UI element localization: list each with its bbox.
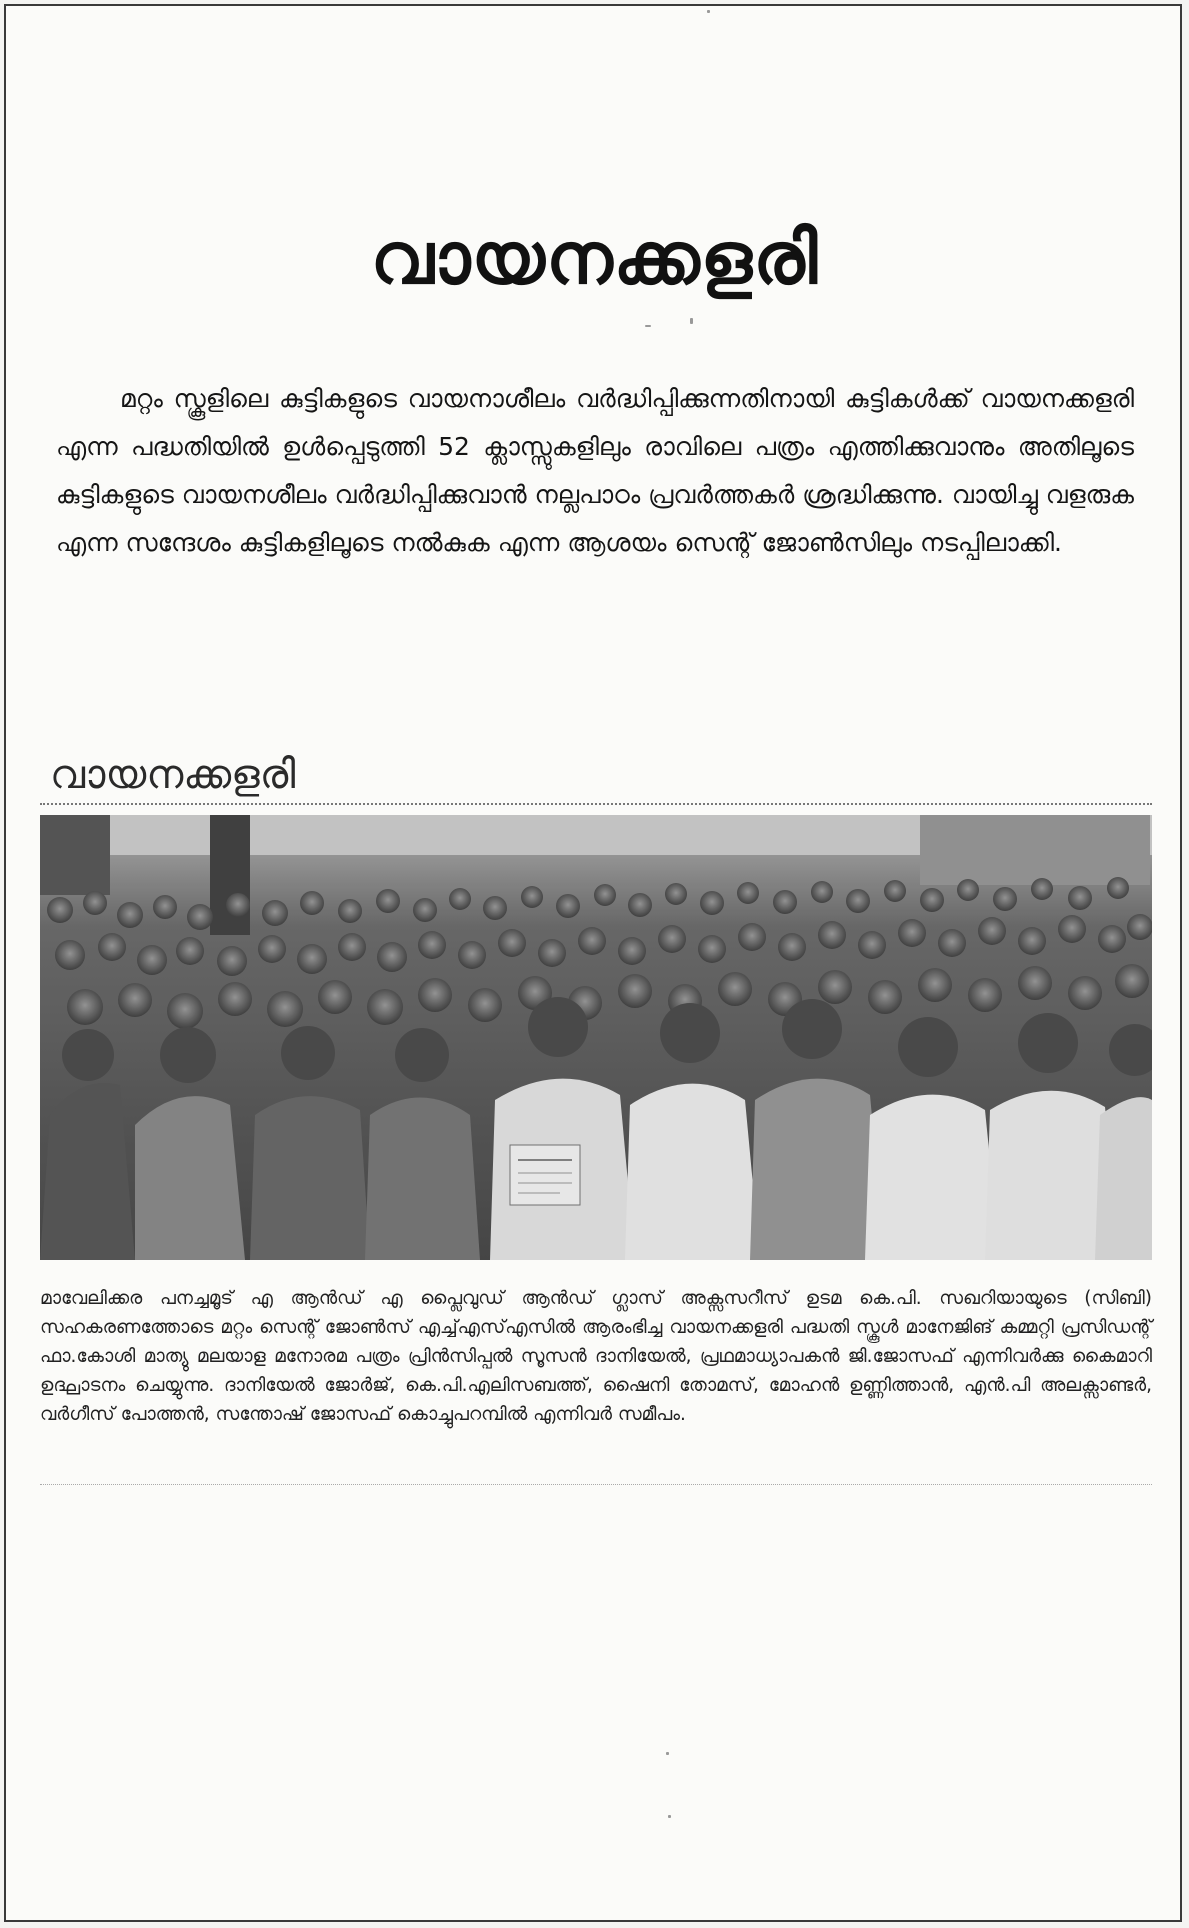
group-photo	[40, 815, 1152, 1260]
scan-speck	[707, 10, 710, 13]
intro-paragraph: മറ്റം സ്കൂളിലെ കുട്ടികളുടെ വായനാശീലം വർദ്ധിപ്പിക്കുന്നതിനായി കുട്ടികൾക്ക് വായനക്കളരി എന്ന പദ്ധതിയിൽ ഉൾപ്പെടുത്തി 52 ക്ലാസ്സുകളിലും രാവിലെ പത്രം എത്തിക്കുവാനും അതിലൂടെ കുട്ടികളുടെ വായനശീലം വർദ്ധിപ്പിക്കുവാൻ നല്ലപാഠം പ്രവർത്തകർ ശ്രദ്ധിക്കുന്നു. വായിച്ചു വളരുക എന്ന സന്ദേശം കുട്ടികളിലൂടെ നൽകുക എന്ന ആശയം സെന്റ് ജോൺസിലും നടപ്പിലാക്കി.	[56, 384, 1135, 557]
scan-speck	[690, 318, 693, 324]
clipping-heading: വായനക്കളരി	[50, 752, 296, 798]
scan-speck	[645, 325, 651, 327]
dotted-divider	[40, 803, 1152, 805]
photo-caption: മാവേലിക്കര പനച്ചമൂട് എ ആൻഡ് എ പ്ലൈവുഡ് ആൻഡ് ഗ്ലാസ് അക്സസറീസ് ഉടമ കെ.പി. സഖറിയായുടെ (സിബി) സഹകരണത്തോടെ മറ്റം സെന്റ് ജോൺസ് എച്ച്എസ്എസിൽ ആരംഭിച്ച വായനക്കളരി പദ്ധതി സ്കൂൾ മാനേജിങ് കമ്മറ്റി പ്രസിഡന്റ് ഫാ.കോശി മാത്യു മലയാള മനോരമ പത്രം പ്രിൻസിപ്പൽ സൂസൻ ദാനിയേൽ, പ്രഥമാധ്യാപകൻ ജി.ജോസഫ് എന്നിവർക്കു കൈമാറി ഉദ്ഘാടനം ചെയ്യുന്നു. ദാനിയേൽ ജോർജ്, കെ.പി.എലിസബത്ത്, ഷൈനി തോമസ്, മോഹൻ ഉണ്ണിത്താൻ, എൻ.പി അലക്സാണ്ടർ, വർഗീസ് പോത്തൻ, സന്തോഷ് ജോസഫ് കൊച്ചുപറമ്പിൽ എന്നിവർ സമീപം.	[40, 1287, 1152, 1425]
caption-divider	[40, 1484, 1152, 1485]
scan-speck	[668, 1815, 671, 1818]
page-title: വായനക്കളരി	[370, 216, 819, 301]
scan-speck	[666, 1752, 669, 1755]
